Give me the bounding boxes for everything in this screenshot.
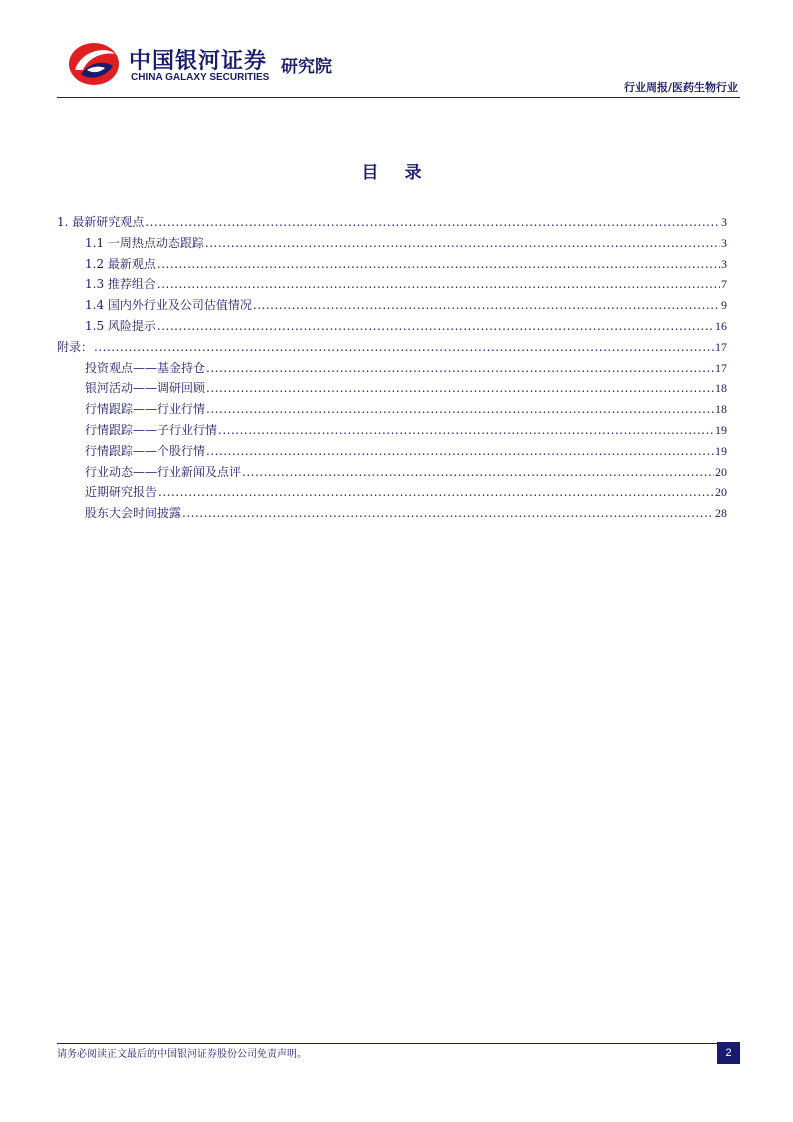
toc-entry[interactable]: 行情跟踪——行业行情 ..... 18 bbox=[57, 399, 727, 420]
footer-divider bbox=[57, 1043, 740, 1044]
galaxy-logo-icon bbox=[67, 40, 121, 88]
brand-name-en: CHINA GALAXY SECURITIES bbox=[131, 72, 270, 83]
toc-entry[interactable]: 1.1 一周热点动态跟踪 ..... 3 bbox=[57, 233, 727, 254]
toc-entry[interactable]: 行业动态——行业新闻及点评 ..... 20 bbox=[57, 462, 727, 483]
footer-disclaimer: 请务必阅读正文最后的中国银河证券股份公司免责声明。 bbox=[57, 1049, 307, 1060]
toc-entry[interactable]: 1.5 风险提示 ..... 16 bbox=[57, 316, 727, 337]
table-of-contents bbox=[57, 212, 727, 524]
report-type: 行业周报/医药生物行业 bbox=[623, 81, 738, 94]
header-divider bbox=[57, 97, 740, 98]
toc-entry[interactable]: 股东大会时间披露 ..... 28 bbox=[57, 503, 727, 524]
toc-entry[interactable]: 1.3 推荐组合 ..... 7 bbox=[57, 274, 727, 295]
toc-entry[interactable]: 银河活动——调研回顾 ..... 18 bbox=[57, 378, 727, 399]
toc-entry[interactable]: 附录： ..... 17 bbox=[57, 337, 727, 358]
toc-title: 目 录 bbox=[361, 163, 432, 183]
page-number-badge: 2 bbox=[717, 1042, 740, 1064]
toc-entry[interactable]: 1. 最新研究观点 ..... 3 bbox=[57, 212, 727, 233]
toc-entry[interactable]: 1.4 国内外行业及公司估值情况 ..... 9 bbox=[57, 295, 727, 316]
toc-entry[interactable]: 投资观点——基金持仓 ..... 17 bbox=[57, 358, 727, 379]
brand-institute: 研究院 bbox=[281, 57, 332, 77]
brand-name-cn: 中国银河证券 bbox=[129, 49, 268, 74]
toc-entry[interactable]: 1.2 最新观点 ..... 3 bbox=[57, 254, 727, 275]
toc-entry[interactable]: 近期研究报告 ..... 20 bbox=[57, 482, 727, 503]
page-header bbox=[57, 38, 740, 98]
toc-entry[interactable]: 行情跟踪——个股行情 ..... 19 bbox=[57, 441, 727, 462]
toc-entry[interactable]: 行情跟踪——子行业行情 ..... 19 bbox=[57, 420, 727, 441]
